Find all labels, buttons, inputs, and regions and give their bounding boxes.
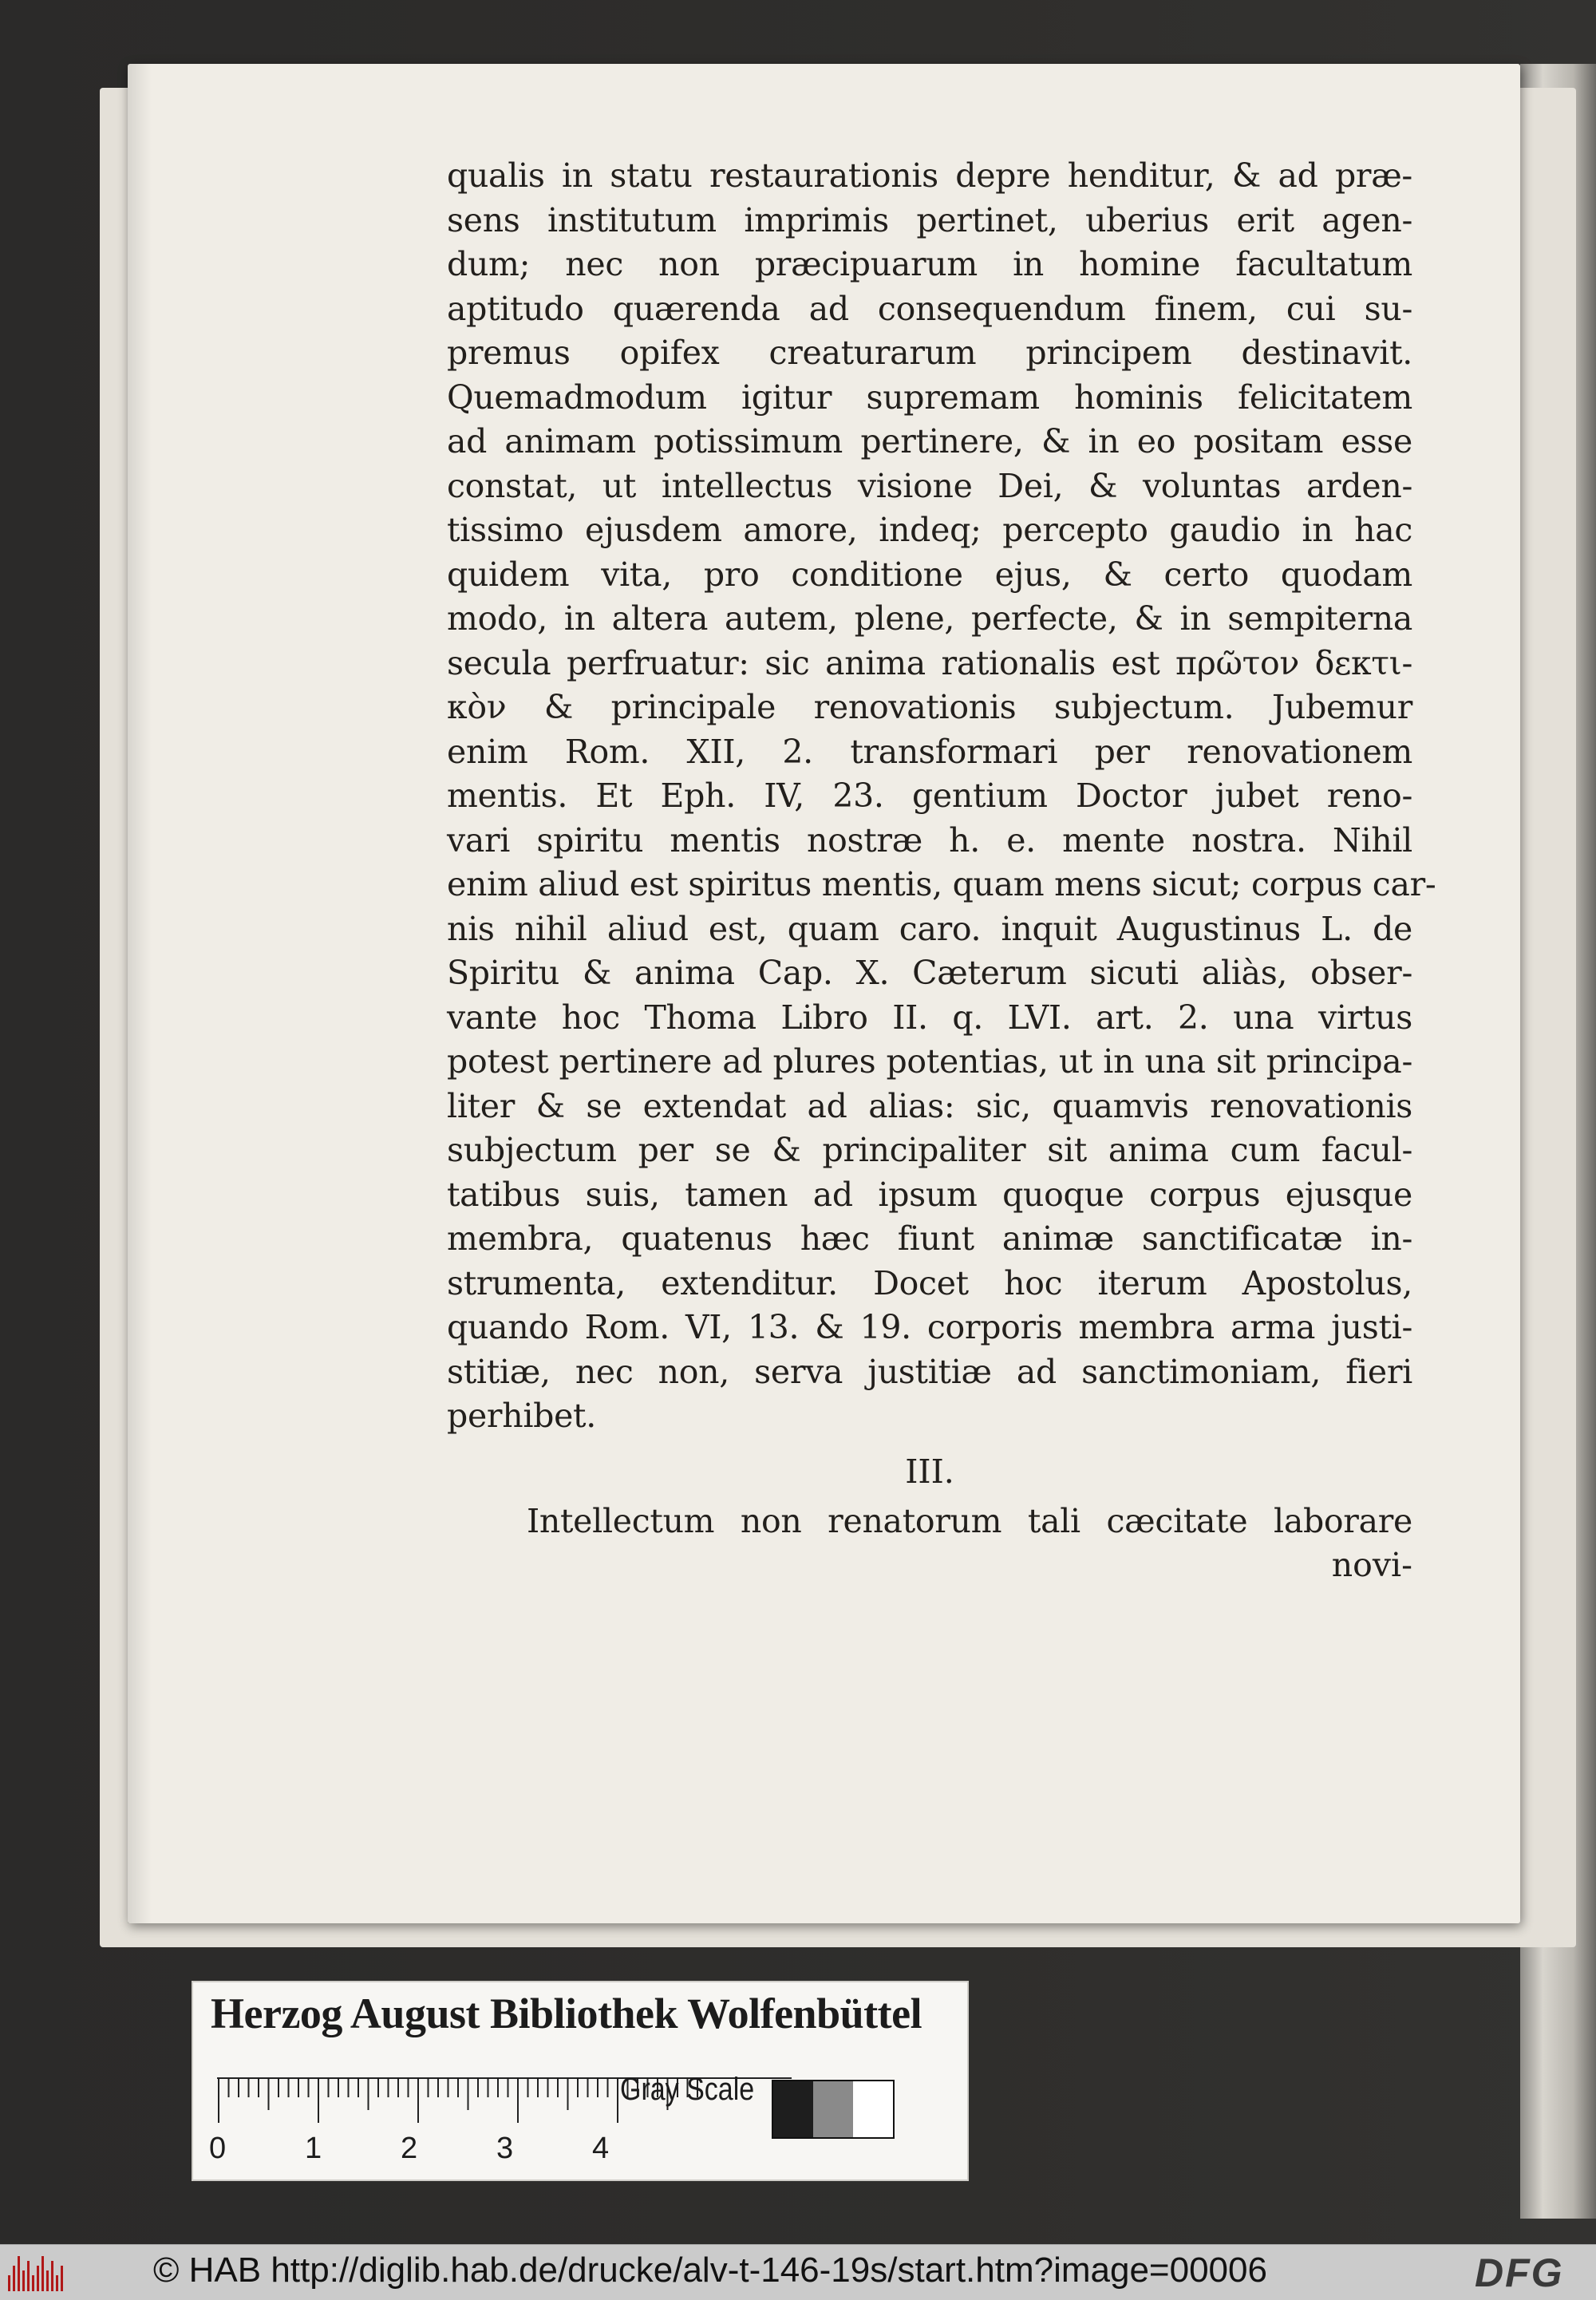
text-line: potest pertinere ad plures potentias, ut in una sit principa- xyxy=(447,1042,1412,1081)
hab-logo-icon xyxy=(6,2251,67,2293)
copyright-link[interactable]: © HAB http://diglib.hab.de/drucke/alv-t-146-19s/start.htm?image=00006 xyxy=(153,2251,1267,2290)
text-line: strumenta, extenditur. Docet hoc iterum Apostolus, xyxy=(447,1263,1412,1302)
text-line: nis nihil aliud est, quam caro. inquit Augustinus L. de xyxy=(447,909,1412,948)
logo-bar xyxy=(51,2261,53,2291)
color-calibration-card xyxy=(192,1981,969,2181)
gray-patch-dark xyxy=(773,2081,813,2137)
logo-bar xyxy=(37,2266,39,2291)
logo-bar xyxy=(46,2270,49,2291)
text-line: κὸν & principale renovationis subjectum. Jubemur xyxy=(447,688,1412,726)
text-line: secula perfruatur: sic anima rationalis est πρῶτον δεκτι- xyxy=(447,643,1412,682)
dfg-logo: DFG xyxy=(1475,2251,1564,2295)
logo-bar xyxy=(27,2261,30,2291)
logo-bar xyxy=(61,2266,63,2291)
text-line: constat, ut intellectus visione Dei, & voluntas arden- xyxy=(447,466,1412,505)
text-line: qualis in statu restaurationis depre henditur, & ad præ- xyxy=(447,156,1412,195)
text-line: stitiæ, nec non, serva justitiæ ad sanctimoniam, fieri xyxy=(447,1352,1412,1391)
text-line: Quemadmodum igitur supremam hominis felicitatem xyxy=(447,377,1412,417)
text-line: subjectum per se & principaliter sit anima cum facul- xyxy=(447,1131,1412,1169)
text-line: membra, quatenus hæc fiunt animæ sanctificatæ in- xyxy=(447,1219,1412,1258)
ruler-label: 0 xyxy=(209,2132,227,2165)
text-line: dum; nec non præcipuarum in homine facultatum xyxy=(447,245,1412,283)
ruler-label: 3 xyxy=(496,2132,514,2165)
text-line: enim Rom. XII, 2. transformari per renovationem xyxy=(447,732,1412,771)
text-line: modo, in altera autem, plene, perfecte, & in sempiterna xyxy=(447,599,1412,638)
text-line: liter & se extendat ad alias: sic, quamvis renovationis xyxy=(447,1086,1412,1125)
text-line: enim aliud est spiritus mentis, quam mens sicut; corpus car- xyxy=(447,865,1436,903)
logo-bar xyxy=(56,2275,58,2291)
logo-bar xyxy=(13,2266,15,2291)
gray-patch-light xyxy=(853,2081,893,2137)
logo-bar xyxy=(41,2256,44,2291)
text-line: aptitudo quærenda ad consequendum finem, cui su- xyxy=(447,289,1412,328)
text-line: tatibus suis, tamen ad ipsum quoque corpus ejusque xyxy=(447,1175,1412,1214)
text-line: Intellectum non renatorum tali cæcitate laborare xyxy=(527,1501,1412,1540)
logo-bar xyxy=(18,2256,20,2291)
gray-scale-label: Gray Scale xyxy=(620,2072,755,2107)
text-line: quidem vita, pro conditione ejus, & certo quodam xyxy=(447,555,1412,594)
logo-bar xyxy=(22,2270,25,2291)
viewer-footer xyxy=(0,2244,1596,2300)
text-line: vante hoc Thoma Libro II. q. LVI. art. 2. una virtus xyxy=(447,998,1412,1037)
logo-bar xyxy=(8,2275,10,2291)
text-line: vari spiritu mentis nostræ h. e. mente nostra. Nihil xyxy=(447,820,1412,860)
logo-bar xyxy=(32,2275,34,2291)
text-line: tissimo ejusdem amore, indeq; percepto gaudio in hac xyxy=(447,511,1412,549)
ruler-label: 4 xyxy=(592,2132,610,2165)
page-text xyxy=(447,154,1436,1588)
ruler-label: 1 xyxy=(305,2132,322,2165)
text-line: quando Rom. VI, 13. & 19. corporis membra arma justi- xyxy=(447,1308,1412,1346)
gray-scale-swatch xyxy=(772,2080,895,2139)
catchword: novi- xyxy=(1331,1546,1412,1584)
text-line: perhibet. xyxy=(447,1397,596,1435)
text-line: Spiritu & anima Cap. X. Cæterum sicuti aliàs, obser- xyxy=(447,954,1412,992)
library-name: Herzog August Bibliothek Wolfenbüttel xyxy=(211,1990,922,2037)
text-line: mentis. Et Eph. IV, 23. gentium Doctor jubet reno- xyxy=(447,777,1412,815)
text-line: ad animam potissimum pertinere, & in eo positam esse xyxy=(447,422,1412,460)
section-number: III. xyxy=(905,1452,954,1491)
gray-patch-mid xyxy=(813,2081,853,2137)
text-line: premus opifex creaturarum principem destinavit. xyxy=(447,334,1412,372)
page-gutter-shadow xyxy=(128,64,152,1923)
ruler-label: 2 xyxy=(401,2132,418,2165)
text-line: sens institutum imprimis pertinet, uberius erit agen- xyxy=(447,200,1412,239)
